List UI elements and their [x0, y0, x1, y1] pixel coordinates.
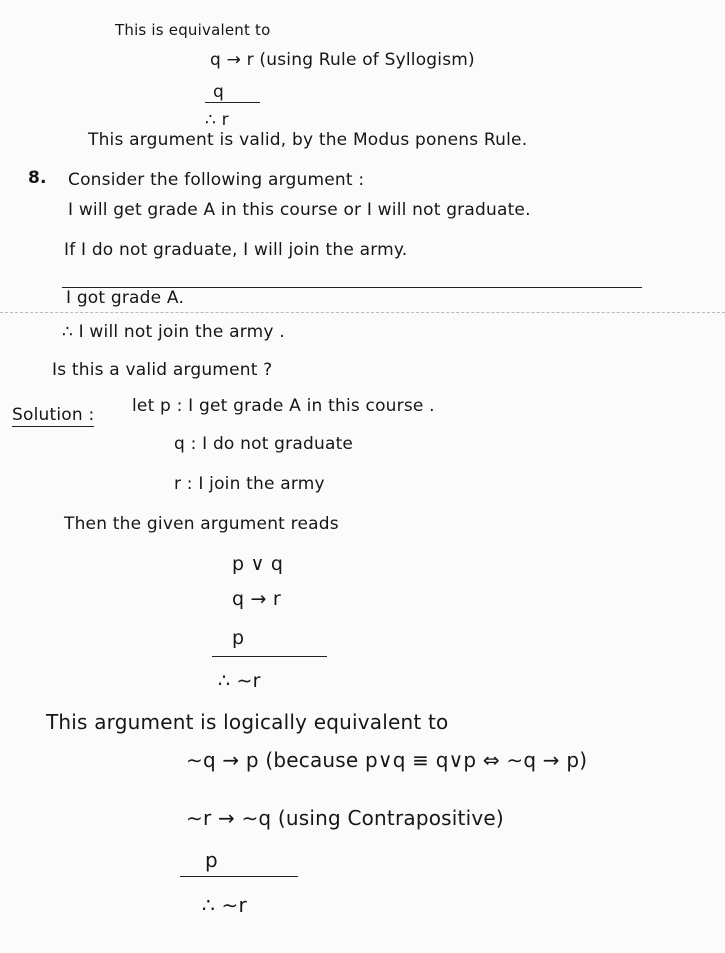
- equivalence-step-3: p: [205, 848, 218, 872]
- form-p: p: [232, 627, 245, 649]
- conclusion-rule: [205, 102, 260, 103]
- modus-ponens-verdict: This argument is valid, by the Modus ponens Rule.: [88, 130, 528, 150]
- validity-question: Is this a valid argument ?: [52, 360, 273, 380]
- conclusion-r: ∴ r: [205, 110, 229, 130]
- logically-equivalent-intro: This argument is logically equivalent to: [46, 710, 449, 734]
- equivalence-intro: This is equivalent to: [115, 21, 271, 39]
- argument-reads: Then the given argument reads: [64, 514, 339, 534]
- question-prompt: Consider the following argument :: [68, 170, 365, 190]
- final-conclusion-rule: [180, 876, 298, 877]
- form-p-or-q: p ∨ q: [232, 553, 284, 575]
- let-p: let p : I get grade A in this course .: [132, 396, 435, 416]
- question-number: 8.: [28, 168, 47, 188]
- premise-2: If I do not graduate, I will join the army.: [64, 240, 408, 260]
- argument-conclusion: ∴ I will not join the army .: [62, 322, 285, 342]
- form-conclusion-rule: [212, 656, 327, 657]
- equivalence-step-1: ∼q → p (because p∨q ≡ q∨p ⇔ ∼q → p): [186, 748, 588, 772]
- solution-label: [12, 405, 94, 425]
- syllogism-step: q → r (using Rule of Syllogism): [210, 50, 475, 70]
- premise-3: I got grade A.: [66, 288, 185, 308]
- equivalence-step-2: ∼r → ∼q (using Contrapositive): [186, 806, 504, 830]
- form-conclusion: ∴ ∼r: [218, 670, 261, 692]
- page-fold-line: [0, 312, 725, 313]
- let-r: r : I join the army: [174, 474, 325, 494]
- form-q-implies-r: q → r: [232, 588, 281, 610]
- premise-q: q: [213, 82, 224, 102]
- final-conclusion: ∴ ∼r: [202, 893, 247, 917]
- let-q: q : I do not graduate: [174, 434, 354, 454]
- solution-label-text: Solution :: [12, 405, 95, 425]
- premise-1: I will get grade A in this course or I will not graduate.: [68, 200, 531, 220]
